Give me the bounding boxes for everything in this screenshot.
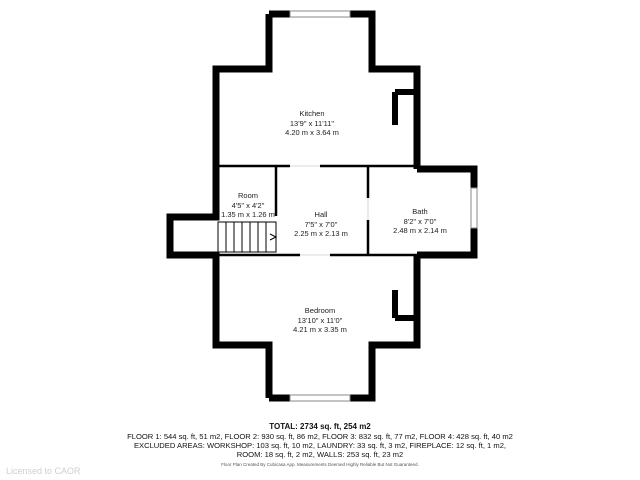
- excluded-areas: EXCLUDED AREAS: WORKSHOP: 103 sq. ft, 10 m2, LAUNDRY: 33 sq. ft, 3 m2, FIREPLACE: 12 sq. ft, 1 m2,: [133, 441, 507, 450]
- outer-walls: [170, 14, 474, 398]
- room-name: Room: [237, 191, 259, 200]
- doors: [290, 166, 368, 255]
- window-top: [290, 11, 350, 17]
- room-kitchen: [285, 109, 339, 137]
- kitchen-name: Kitchen: [299, 109, 325, 118]
- credit-text: Floor Plan Created By Cubicasa App. Measurements Deemed Highly Reliable But Not Guaranteed.: [221, 462, 419, 467]
- room-imperial: 4'5" x 4'2": [231, 201, 265, 210]
- total-area: TOTAL: 2734 sq. ft, 254 m2: [269, 422, 371, 431]
- bedroom-imperial: 13'10" x 11'0": [297, 316, 343, 325]
- staircase: [218, 222, 276, 252]
- wall-top-right: [269, 14, 417, 169]
- room-bath: [393, 207, 447, 235]
- room-bedroom: [293, 306, 347, 334]
- excluded-areas-cont: ROOM: 18 sq. ft, 2 m2, WALLS: 253 sq. ft, 23 m2: [236, 450, 404, 459]
- hall-imperial: 7'5" x 7'0": [304, 220, 338, 229]
- kitchen-metric: 4.20 m x 3.64 m: [285, 128, 339, 137]
- room-room: [221, 191, 275, 219]
- bedroom-metric: 4.21 m x 3.35 m: [293, 325, 347, 334]
- window-bottom: [290, 395, 350, 401]
- kitchen-imperial: 13'9" x 11'11": [289, 119, 335, 128]
- bath-imperial: 8'2" x 7'0": [403, 217, 437, 226]
- bath-metric: 2.48 m x 2.14 m: [393, 226, 447, 235]
- room-metric: 1.35 m x 1.26 m: [221, 210, 275, 219]
- hall-metric: 2.25 m x 2.13 m: [294, 229, 348, 238]
- bath-name: Bath: [412, 207, 428, 216]
- room-hall: [294, 210, 348, 238]
- wall-top: [216, 14, 269, 169]
- bedroom-name: Bedroom: [304, 306, 336, 315]
- window-bath: [471, 188, 477, 228]
- floor-areas: FLOOR 1: 544 sq. ft, 51 m2, FLOOR 2: 930 sq. ft, 86 m2, FLOOR 3: 832 sq. ft, 77 m2, FLOOR 4: 428 sq. ft, 40 m2: [127, 432, 513, 441]
- watermark: Licensed to CAOR: [6, 466, 81, 476]
- hall-name: Hall: [314, 210, 328, 219]
